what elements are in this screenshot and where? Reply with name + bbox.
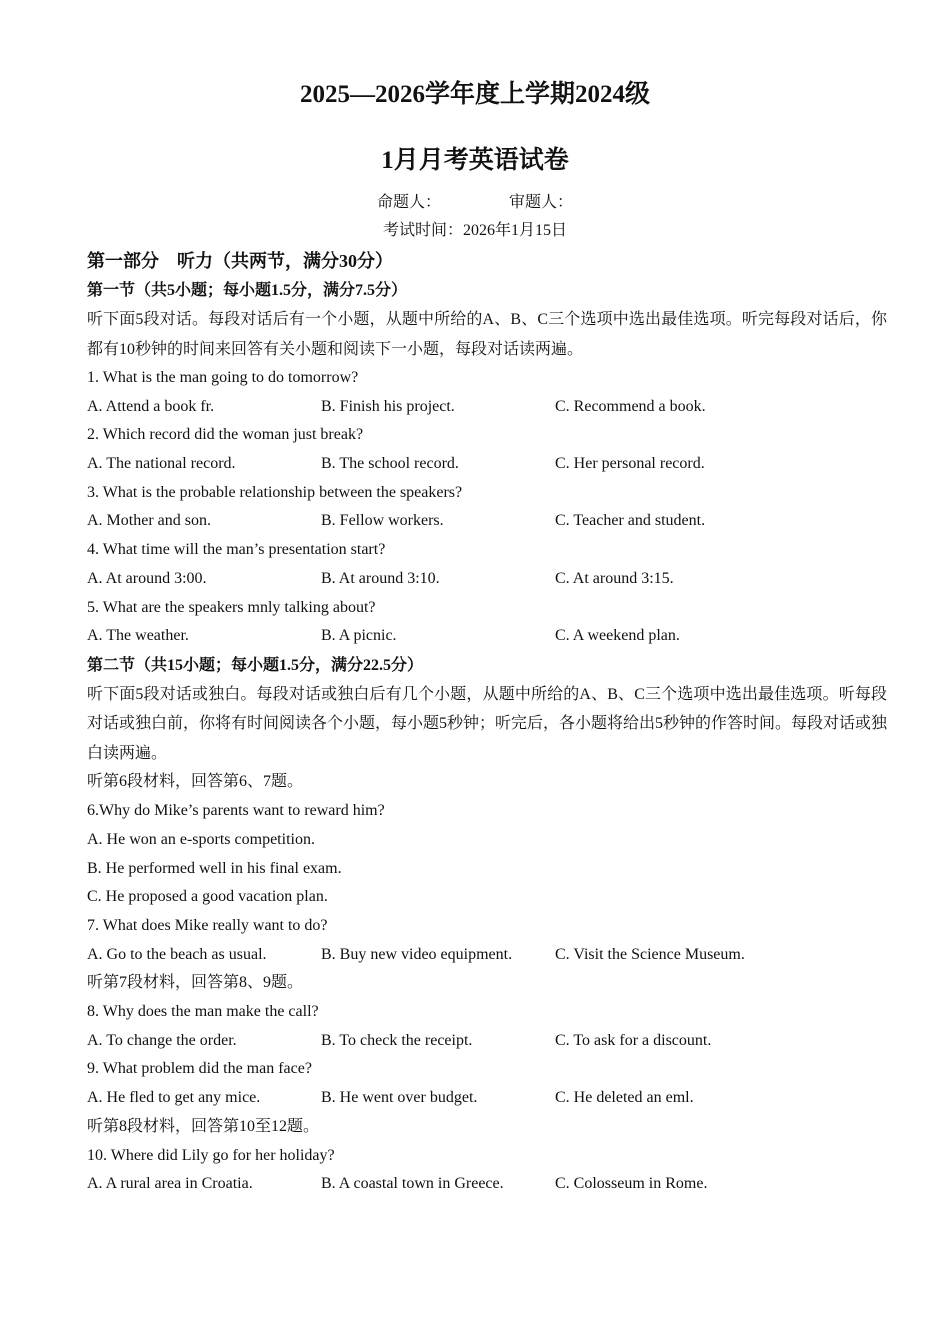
option-c: C. A weekend plan.	[555, 627, 680, 645]
option-b: B. The school record.	[321, 455, 459, 473]
option-a: A. At around 3:00.	[87, 569, 207, 587]
option-b: B. Buy new video equipment.	[321, 945, 513, 963]
option-b: B. Finish his project.	[321, 397, 455, 415]
setter-label: 命题人：	[376, 194, 441, 211]
option-c: C. To ask for a discount.	[555, 1031, 712, 1049]
option-c: C. Teacher and student.	[555, 512, 706, 530]
option-a: A. Go to the beach as usual.	[87, 945, 267, 963]
part1-heading: 第一部分 听力（共两节，满分30分）	[87, 251, 393, 271]
question-6-option-b: B. He performed well in his final exam.	[87, 859, 342, 877]
option-a: A. A rural area in Croatia.	[87, 1175, 253, 1193]
option-c: C. At around 3:15.	[555, 569, 674, 587]
option-a: A. To change the order.	[87, 1031, 237, 1049]
question-6: 6.Why do Mike’s parents want to reward him?	[87, 802, 385, 820]
option-b: B. He went over budget.	[321, 1089, 478, 1107]
material-8-note: 听第8段材料，回答第10至12题。	[87, 1117, 320, 1135]
question-3: 3. What is the probable relationship between the speakers?	[87, 483, 463, 501]
reviewer-label: 审题人：	[509, 194, 574, 211]
question-7-options	[87, 941, 887, 970]
question-4: 4. What time will the man’s presentation start?	[87, 541, 386, 559]
option-c: C. Recommend a book.	[555, 397, 706, 415]
question-8: 8. Why does the man make the call?	[87, 1003, 319, 1021]
option-c: C. Her personal record.	[555, 455, 705, 473]
question-6-option-c: C. He proposed a good vacation plan.	[87, 888, 328, 906]
question-2: 2. Which record did the woman just break?	[87, 426, 364, 444]
question-7: 7. What does Mike really want to do?	[87, 916, 328, 934]
option-c: C. Visit the Science Museum.	[555, 945, 745, 963]
exam-authors	[0, 192, 950, 214]
question-9-options	[87, 1084, 887, 1113]
exam-title-line1: 2025—2026学年度上学期2024级	[299, 81, 650, 108]
material-6-note: 听第6段材料，回答第6、7题。	[87, 773, 304, 791]
question-1: 1. What is the man going to do tomorrow?	[87, 369, 359, 386]
question-1-options	[87, 393, 887, 422]
exam-time: 考试时间：2026年1月15日	[382, 222, 567, 239]
question-10: 10. Where did Lily go for her holiday?	[87, 1146, 335, 1164]
exam-content	[87, 246, 887, 1199]
question-8-options	[87, 1027, 887, 1056]
option-a: A. He fled to get any mice.	[87, 1089, 261, 1107]
material-7-note: 听第7段材料，回答第8、9题。	[87, 974, 304, 992]
section1-heading: 第一节（共5小题；每小题1.5分，满分7.5分）	[87, 282, 408, 299]
option-b: B. Fellow workers.	[321, 512, 444, 530]
option-b: B. At around 3:10.	[321, 569, 440, 587]
option-a: A. Attend a book fr.	[87, 397, 215, 415]
question-9: 9. What problem did the man face?	[87, 1060, 312, 1078]
section2-heading: 第二节（共15小题；每小题1.5分，满分22.5分）	[87, 656, 424, 674]
question-4-options	[87, 565, 887, 594]
option-b: B. A picnic.	[321, 627, 397, 645]
question-6-option-a: A. He won an e-sports competition.	[87, 830, 315, 848]
option-a: A. The national record.	[87, 455, 236, 473]
option-c: C. Colosseum in Rome.	[555, 1175, 708, 1193]
option-b: B. A coastal town in Greece.	[321, 1175, 504, 1193]
question-3-options	[87, 507, 887, 536]
question-2-options	[87, 450, 887, 479]
section1-instructions: 听下面5段对话。每段对话后有一个小题，从题中所给的A、B、C三个选项中选出最佳选项。听完每段对话后，你都有10秒钟的时间来回答有关小题和阅读下一小题，每段对话读两遍。	[87, 311, 887, 358]
option-b: B. To check the receipt.	[321, 1031, 473, 1049]
option-a: A. Mother and son.	[87, 512, 211, 530]
question-10-options	[87, 1170, 887, 1199]
exam-title-line2: 1月月考英语试卷	[381, 147, 569, 174]
option-a: A. The weather.	[87, 627, 189, 645]
question-5: 5. What are the speakers mnly talking about?	[87, 598, 376, 616]
question-5-options	[87, 622, 887, 651]
section2-instructions: 听下面5段对话或独白。每段对话或独白后有几个小题，从题中所给的A、B、C三个选项中选出最佳选项。听每段对话或独白前，你将有时间阅读各个小题，每小题5秒钟；听完后，各小题将给出5秒钟的作答时间。每段对话或独白读两遍。	[87, 685, 888, 762]
option-c: C. He deleted an eml.	[555, 1089, 694, 1107]
